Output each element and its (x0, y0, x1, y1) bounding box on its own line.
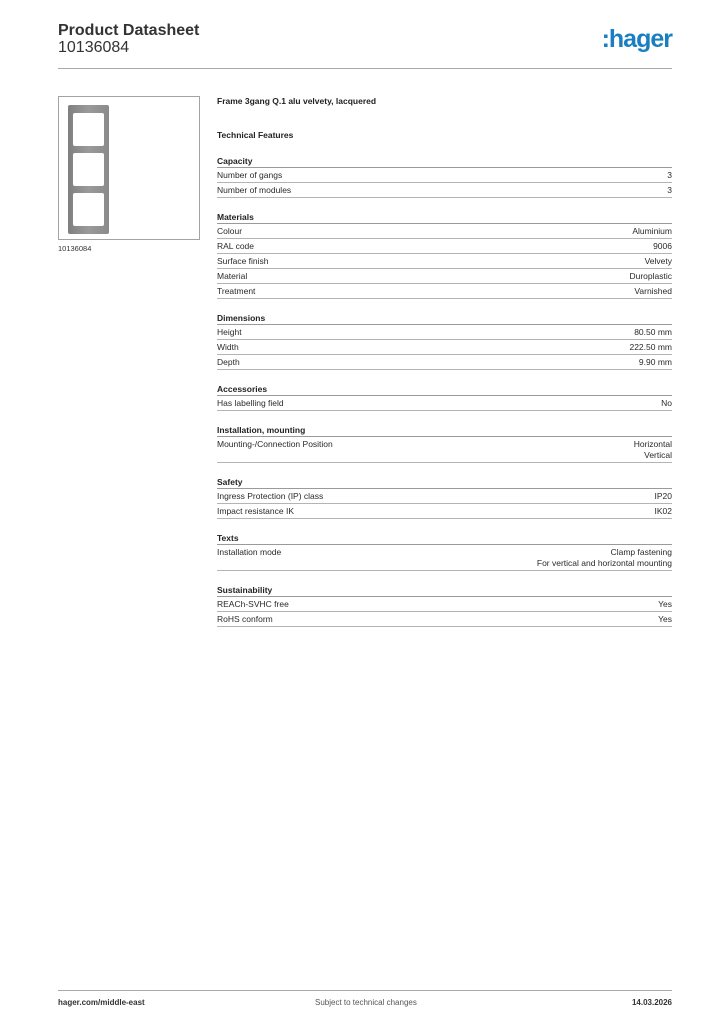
document-title: Product Datasheet (58, 22, 200, 39)
spec-value-line: Varnished (634, 286, 672, 296)
spec-row (217, 183, 672, 198)
spec-row (217, 612, 672, 627)
spec-label: RAL code (217, 241, 255, 251)
spec-value (655, 491, 673, 502)
spec-row (217, 284, 672, 299)
spec-row (217, 355, 672, 370)
frame-slot (73, 193, 104, 226)
footer-date: 14.03.2026 (631, 998, 672, 1007)
spec-value (658, 599, 672, 610)
spec-label: Number of gangs (217, 170, 283, 180)
spec-value-line: Vertical (644, 450, 672, 460)
spec-row (217, 504, 672, 519)
spec-row (217, 597, 672, 612)
spec-value (634, 286, 672, 297)
section-title: Installation, mounting (217, 425, 672, 437)
product-image (58, 96, 200, 240)
frame-slot (73, 153, 104, 186)
spec-label: REACh-SVHC free (217, 599, 289, 609)
spec-row (217, 224, 672, 239)
spec-label: Treatment (217, 286, 256, 296)
feature-section (217, 384, 672, 411)
spec-label: Mounting-/Connection Position (217, 439, 333, 449)
technical-content (217, 96, 672, 627)
spec-value (632, 226, 672, 237)
spec-value (655, 506, 673, 517)
feature-section (217, 585, 672, 627)
product-title: Frame 3gang Q.1 alu velvety, lacquered (217, 96, 377, 106)
spec-row (217, 437, 672, 463)
spec-row (217, 254, 672, 269)
spec-value-line: Horizontal (633, 439, 672, 449)
spec-row (217, 489, 672, 504)
feature-section (217, 533, 672, 571)
spec-value-line: Yes (658, 614, 672, 624)
spec-value (667, 185, 672, 196)
feature-sections (217, 156, 672, 627)
spec-value (645, 256, 672, 267)
spec-value (634, 439, 672, 461)
spec-value (661, 398, 672, 409)
spec-value (639, 357, 672, 368)
spec-value (537, 547, 672, 569)
spec-value-line: 3 (667, 170, 672, 180)
three-gang-frame-image (68, 105, 109, 234)
section-title: Sustainability (217, 585, 672, 597)
spec-label: Installation mode (217, 547, 282, 557)
spec-value-line: 3 (667, 185, 672, 195)
section-title: Capacity (217, 156, 672, 168)
footer-website: hager.com/middle-east (58, 998, 145, 1007)
spec-value-line: Aluminium (632, 226, 672, 236)
footer-notice: Subject to technical changes (315, 998, 417, 1007)
spec-value (634, 327, 672, 338)
spec-row (217, 239, 672, 254)
feature-section (217, 425, 672, 463)
spec-row (217, 269, 672, 284)
spec-value (629, 271, 672, 282)
spec-value-line: 222.50 mm (629, 342, 672, 352)
header-divider (58, 68, 672, 69)
spec-value (658, 614, 672, 625)
technical-features-heading: Technical Features (217, 130, 294, 140)
spec-label: Number of modules (217, 185, 292, 195)
page-header (58, 20, 672, 70)
hager-logo (602, 25, 672, 54)
frame-slot (73, 113, 104, 146)
spec-label: Depth (217, 357, 240, 367)
section-title: Materials (217, 212, 672, 224)
spec-value-line: 80.50 mm (634, 327, 672, 337)
feature-section (217, 156, 672, 198)
spec-row (217, 545, 672, 571)
spec-value-line: Velvety (644, 256, 672, 266)
section-title: Accessories (217, 384, 672, 396)
logo-prefix: : (601, 25, 609, 53)
spec-value-line: For vertical and horizontal mounting (536, 558, 672, 568)
spec-value (653, 241, 672, 252)
spec-value-line: IK02 (654, 506, 672, 516)
spec-value-line: Duroplastic (629, 271, 672, 281)
spec-value-line: Clamp fastening (610, 547, 672, 557)
spec-value (629, 342, 672, 353)
spec-value (667, 170, 672, 181)
spec-row (217, 340, 672, 355)
section-title: Safety (217, 477, 672, 489)
spec-label: Surface finish (217, 256, 269, 266)
spec-label: Colour (217, 226, 243, 236)
spec-label: Height (217, 327, 242, 337)
section-title: Texts (217, 533, 672, 545)
footer-divider (58, 990, 672, 991)
spec-label: Impact resistance IK (217, 506, 295, 516)
section-title: Dimensions (217, 313, 672, 325)
spec-value-line: IP20 (654, 491, 672, 501)
document-number: 10136084 (58, 39, 130, 56)
spec-label: Has labelling field (217, 398, 284, 408)
feature-section (217, 313, 672, 370)
spec-label: Width (217, 342, 239, 352)
spec-value-line: 9.90 mm (638, 357, 672, 367)
feature-section (217, 212, 672, 299)
feature-section (217, 477, 672, 519)
spec-label: Ingress Protection (IP) class (217, 491, 324, 501)
spec-value-line: No (661, 398, 672, 408)
logo-text: hager (608, 25, 672, 53)
spec-label: Material (217, 271, 248, 281)
spec-label: RoHS conform (217, 614, 273, 624)
spec-row (217, 396, 672, 411)
spec-row (217, 325, 672, 340)
spec-row (217, 168, 672, 183)
spec-value-line: 9006 (653, 241, 672, 251)
spec-value-line: Yes (658, 599, 672, 609)
image-caption: 10136084 (58, 244, 92, 253)
